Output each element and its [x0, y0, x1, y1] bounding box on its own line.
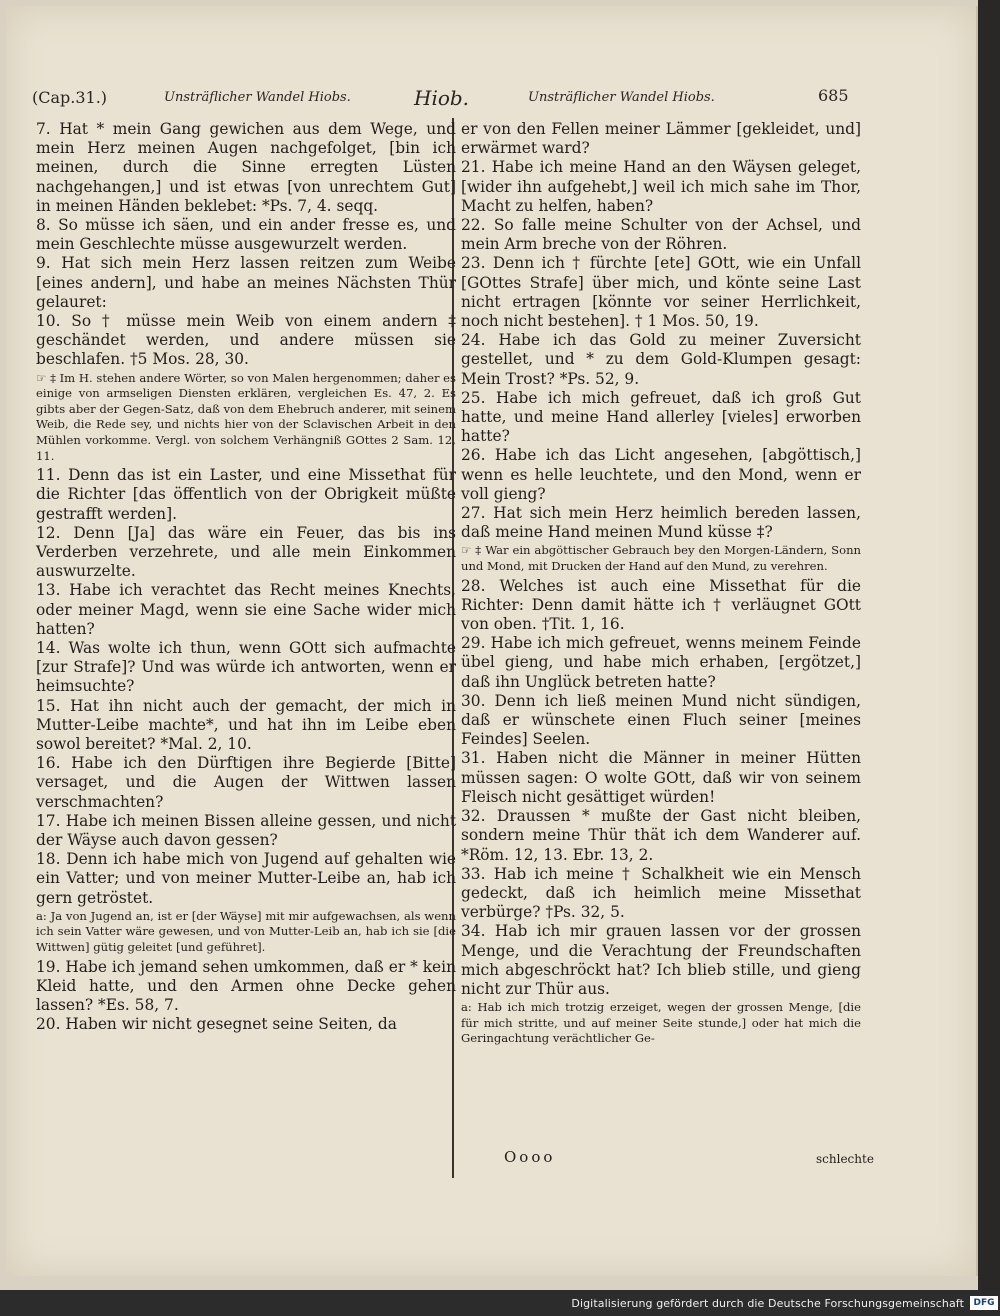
verse-18: 18. Denn ich habe mich von Jugend auf gehalten wie ein Vatter; und von meiner Mutter-Leibe an, hab ich gern getröstet. — [36, 850, 456, 907]
left-column — [36, 120, 456, 1034]
footnote-10: ☞ ‡ Im H. stehen andere Wörter, so von Malen hergenommen; daher es einige von armseligen Diensten erklären, vergleichen Es. 47, 2. Es gibts aber der Gegen-Satz, daß von dem Ehebruch anderer, mit seinem Weib, die Rede sey, und nichts hier von der Sclavischen Arbeit in den Mühlen vorkomme. Vergl. von solchem Verhängniß GOttes 2 Sam. 12, 11. — [36, 370, 456, 463]
verse-19: 19. Habe ich jemand sehen umkommen, daß er * kein Kleid hatte, und den Armen ohne Decke gehen lassen? *Es. 58, 7. — [36, 957, 456, 1015]
verse-11: 11. Denn das ist ein Laster, und eine Missethat für die Richter [das öffentlich von der Obrigkeit müßte gestrafft werden]. — [36, 466, 456, 523]
funding-note: Digitalisierung gefördert durch die Deutsche Forschungsgemeinschaft — [571, 1297, 964, 1310]
verse-14: 14. Was wolte ich thun, wenn GOtt sich aufmachte [zur Strafe]? Und was würde ich antworten, wenn er heimsuchte? — [36, 639, 456, 696]
verse-24: 24. Habe ich das Gold zu meiner Zuversicht gestellet, und * zu dem Gold-Klumpen gesagt: Mein Trost? *Ps. 52, 9. — [461, 331, 861, 388]
footnote-27: ☞ ‡ War ein abgöttischer Gebrauch bey den Morgen-Ländern, Sonn und Mond, mit Drucken der Hand auf den Mund, zu verehren. — [461, 543, 861, 574]
verse-31: 31. Haben nicht die Männer in meiner Hütten müssen sagen: O wolte GOtt, daß wir von seinem Fleisch nicht gesättiget würden! — [461, 749, 861, 806]
footnote-18: a: Ja von Jugend an, ist er [der Wäyse] mit mir aufgewachsen, als wenn ich sein Vatter wäre gewesen, und von Mutter-Leib an, hab ich sie [die Wittwen] gütig geleitet [und geführet]. — [36, 908, 456, 955]
verse-20-start: 20. Haben wir nicht gesegnet seine Seiten, da — [36, 1015, 397, 1034]
verse-17: 17. Habe ich meinen Bissen alleine gessen, und nicht der Wäyse auch davon gessen? — [36, 811, 456, 850]
chapter-label: (Cap.31.) — [32, 88, 108, 107]
book-title: Hiob. — [414, 86, 470, 110]
dfg-logo: DFG — [970, 1296, 998, 1310]
scan-edge — [978, 0, 1000, 1290]
verse-13: 13. Habe ich verachtet das Recht meines Knechts, oder meiner Magd, wenn sie eine Sache wider mich hatten? — [36, 581, 456, 638]
verse-7: 7. Hat * mein Gang gewichen aus dem Wege, und mein Herz meinen Augen nachgefolget, [bin ich meinen, durch die Sinne erregten Lüsten nachgehangen,] und ist etwas [von unrechtem Gut] in meinen Händen beklebet: *Ps. 7, 4. seqq. — [36, 120, 456, 215]
verse-25: 25. Habe ich mich gefreuet, daß ich groß Gut hatte, und meine Hand allerley [vieles] erworben hatte? — [461, 388, 861, 446]
right-column — [461, 120, 861, 1049]
verse-29: 29. Habe ich mich gefreuet, wenns meinem Feinde übel gieng, und habe mich erhaben, [ergötzet,] daß ihn Unglück betreten hatte? — [461, 634, 861, 691]
verse-22: 22. So falle meine Schulter von der Achsel, und mein Arm breche von der Röhren. — [461, 216, 861, 254]
verse-28: 28. Welches ist auch eine Missethat für die Richter: Denn damit hätte ich † verläugnet GOtt von oben. †Tit. 1, 16. — [461, 576, 861, 634]
catchword: schlechte — [816, 1152, 874, 1166]
verse-9: 9. Hat sich mein Herz lassen reitzen zum Weibe [eines andern], und habe an meines Nächsten Thür gelauret: — [36, 254, 456, 311]
book-page — [6, 6, 978, 1276]
verse-32: 32. Draussen * mußte der Gast nicht bleiben, sondern meine Thür thät ich dem Wanderer auf. *Röm. 12, 13. Ebr. 13, 2. — [461, 807, 861, 864]
right-running-title: Unsträflicher Wandel Hiobs. — [528, 90, 715, 105]
verse-26: 26. Habe ich das Licht angesehen, [abgöttisch,] wenn es helle leuchtete, und den Mond, wenn er voll gieng? — [461, 446, 861, 503]
verse-27: 27. Hat sich mein Herz heimlich bereden lassen, daß meine Hand meinen Mund küsse ‡? — [461, 504, 861, 542]
verse-33: 33. Hab ich meine † Schalkheit wie ein Mensch gedeckt, daß ich heimlich meine Missethat verbürge? †Ps. 32, 5. — [461, 864, 861, 922]
verse-15: 15. Hat ihn nicht auch der gemacht, der mich in Mutter-Leibe machte*, und hat ihn im Leibe eben sowol bereitet? *Mal. 2, 10. — [36, 696, 456, 754]
verse-21: 21. Habe ich meine Hand an den Wäysen geleget, [wider ihn aufgehebt,] weil ich mich sahe im Thor, Macht zu helfen, haben? — [461, 158, 861, 215]
verse-10: 10. So † müsse mein Weib von einem andern ‡ geschändet werden, und andere müssen sie beschlafen. †5 Mos. 28, 30. — [36, 312, 456, 369]
verse-34: 34. Hab ich mir grauen lassen vor der grossen Menge, und die Verachtung der Freundschaften mich abgeschröckt hat? Ich blieb stille, und gieng nicht zur Thür aus. — [461, 922, 861, 998]
running-head — [28, 84, 948, 114]
page-number: 685 — [818, 86, 849, 105]
verse-20-end: er von den Fellen meiner Lämmer [gekleidet, und] erwärmet ward? — [461, 120, 861, 158]
signature-mark: Oooo — [504, 1148, 556, 1166]
verse-12: 12. Denn [Ja] das wäre ein Feuer, das bis ins Verderben verzehrete, und alle mein Einkommen auswurzelte. — [36, 523, 456, 581]
footnote-34: a: Hab ich mich trotzig erzeiget, wegen der grossen Menge, [die für mich stritte, und auf meiner Seite stunde,] oder hat mich die Geringachtung verächtlicher Ge- — [461, 1000, 861, 1046]
verse-23: 23. Denn ich † fürchte [ete] GOtt, wie ein Unfall [GOttes Strafe] über mich, und könte seine Last nicht ertragen [könnte vor seiner Herrlichkeit, noch nicht bestehen]. † 1 Mos. 50, 19. — [461, 254, 861, 331]
verse-8: 8. So müsse ich säen, und ein ander fresse es, und mein Geschlechte müsse ausgewurzelt werden. — [36, 216, 456, 254]
left-running-title: Unsträflicher Wandel Hiobs. — [164, 90, 351, 105]
verse-30: 30. Denn ich ließ meinen Mund nicht sündigen, daß er wünschete einen Fluch seiner [meines Feindes] Seelen. — [461, 691, 861, 749]
verse-16: 16. Habe ich den Dürftigen ihre Begierde [Bitte] versaget, und die Augen der Wittwen lassen verschmachten? — [36, 754, 456, 811]
